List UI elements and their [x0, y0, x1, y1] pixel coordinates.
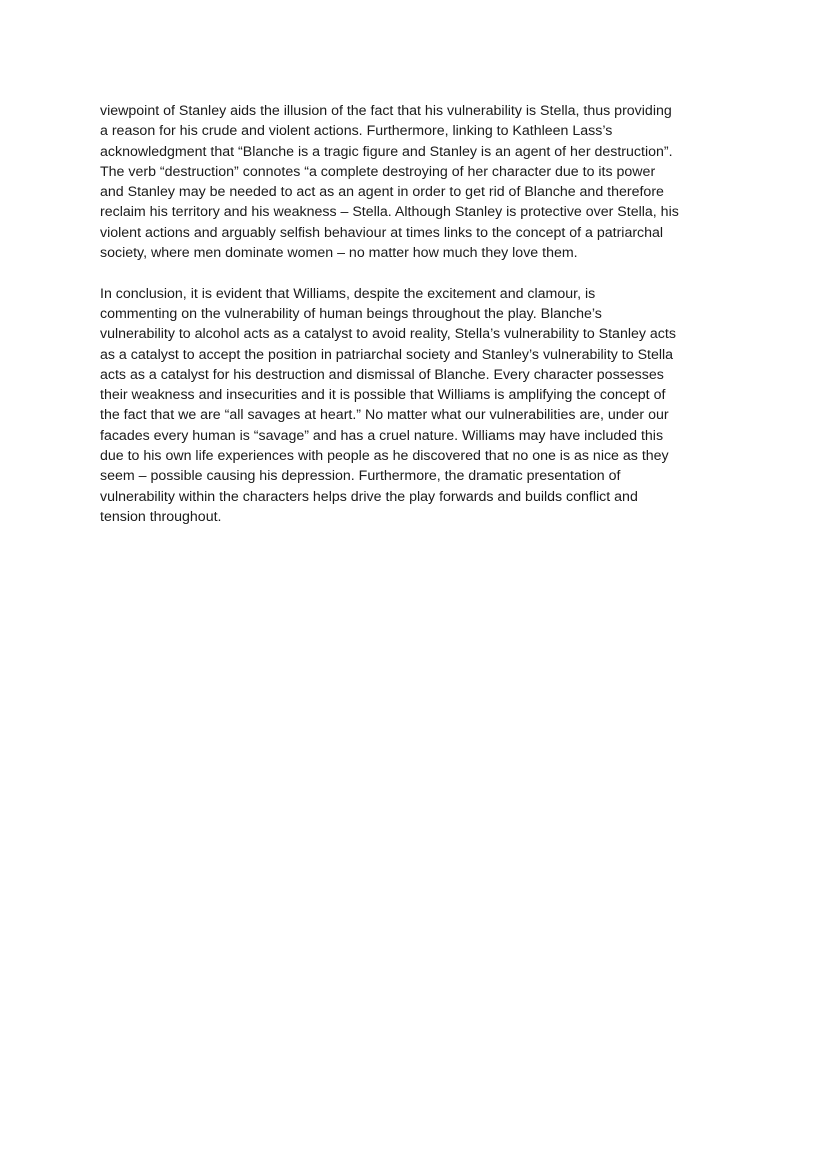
paragraph-conclusion — [100, 284, 730, 528]
text-line: violent actions and arguably selfish behaviour at times links to the concept of a patriarchal — [100, 224, 664, 241]
text-line: the fact that we are “all savages at heart.” No matter what our vulnerabilities are, under our — [100, 407, 669, 424]
text-line: acts as a catalyst for his destruction and dismissal of Blanche. Every character possesses — [100, 366, 664, 383]
text-line: seem – possible causing his depression. Furthermore, the dramatic presentation of — [100, 468, 621, 485]
text-line: as a catalyst to accept the position in patriarchal society and Stanley’s vulnerability to Stella — [100, 346, 674, 363]
text-line: acknowledgment that “Blanche is a tragic figure and Stanley is an agent of her destruction”. — [100, 143, 673, 160]
text-line: vulnerability within the characters helps drive the play forwards and builds conflict and — [100, 488, 638, 505]
text-line: facades every human is “savage” and has a cruel nature. Williams may have included this — [100, 427, 664, 444]
text-line: a reason for his crude and violent actions. Furthermore, linking to Kathleen Lass’s — [100, 123, 613, 140]
text-line: vulnerability to alcohol acts as a catalyst to avoid reality, Stella’s vulnerability to Stanley acts — [100, 326, 676, 343]
text-line: tension throughout. — [100, 508, 222, 525]
text-line: In conclusion, it is evident that Williams, despite the excitement and clamour, is — [100, 285, 596, 302]
text-line: their weakness and insecurities and it is possible that Williams is amplifying the concept of — [100, 387, 666, 404]
text-line: reclaim his territory and his weakness – Stella. Although Stanley is protective over Stella, his — [100, 204, 679, 221]
text-line: society, where men dominate women – no matter how much they love them. — [100, 245, 578, 262]
text-line: and Stanley may be needed to act as an agent in order to get rid of Blanche and therefore — [100, 184, 664, 201]
text-line: due to his own life experiences with people as he discovered that no one is as nice as they — [100, 448, 669, 465]
text-line: The verb “destruction” connotes “a complete destroying of her character due to its power — [100, 163, 656, 180]
text-line: viewpoint of Stanley aids the illusion of the fact that his vulnerability is Stella, thus providing — [100, 103, 672, 119]
document-body — [100, 101, 730, 527]
text-line: commenting on the vulnerability of human beings throughout the play. Blanche’s — [100, 305, 602, 322]
paragraph-stanley-vulnerability — [100, 101, 730, 263]
